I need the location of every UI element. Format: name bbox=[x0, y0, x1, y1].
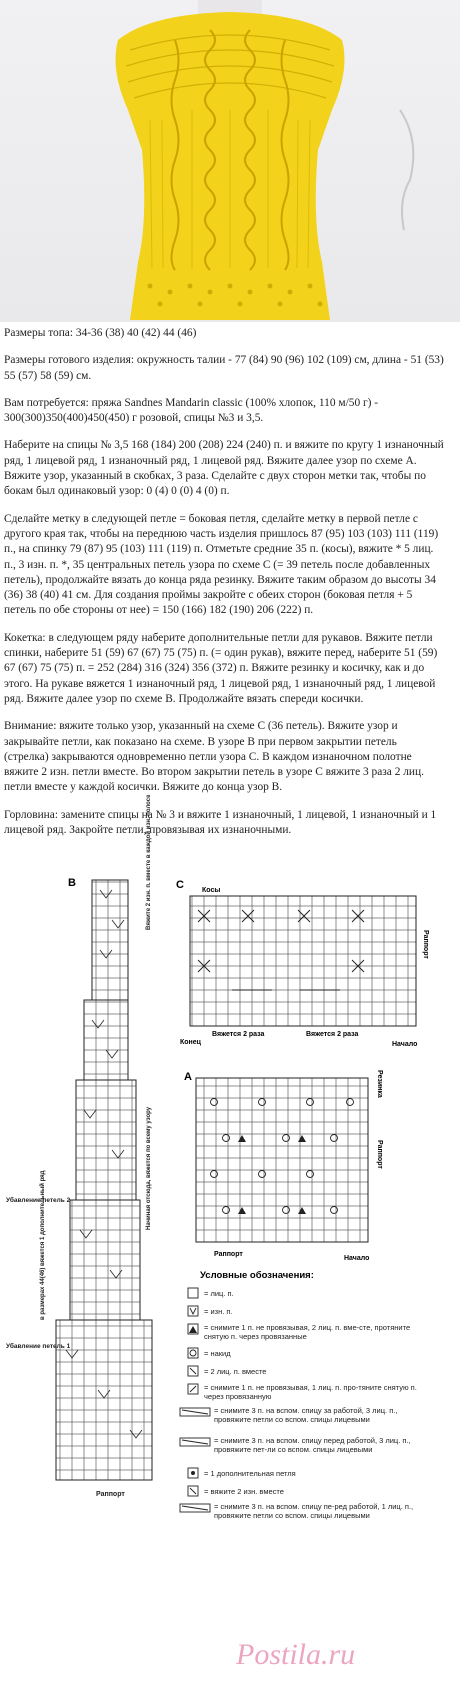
chart-b-razmery: в размерах 44(46) вяжется 1 дополнительный ряд bbox=[40, 1170, 46, 1320]
legend-item-10: = снимите 3 п. на вспом. спицу пе-ред работой, 1 лиц. п., провяжите петли со вспом. спицы лицевыми bbox=[214, 1502, 414, 1520]
cast-on-paragraph: Наберите на спицы № 3,5 168 (184) 200 (208) 224 (240) п. и вяжите по кругу 1 изнаночный ряд, 1 лицевой ряд, 1 изнаночный ряд, 1 лицевой ряд. Вяжите далее узор по схеме А. Вяжите узор, указанный в скобках, 3 раза. Сделайте с двух сторон метки так, чтобы по бокам был одинаковый узор: 0 (4) 0 (0) 4 (0) п. bbox=[4, 439, 444, 498]
chart-c-repeat1: Вяжется 2 раза bbox=[212, 1031, 265, 1038]
chart-c-konec: Конец bbox=[180, 1039, 201, 1046]
finished-size-paragraph: Размеры готового изделия: окружность талии - 77 (84) 90 (96) 102 (109) см, длина - 51 (53) 55 (57) 58 (59) см. bbox=[4, 354, 444, 382]
legend-item-2: = снимите 1 п. не провязывая, 2 лиц. п. вме-сте, протяните снятую п. через провязанные bbox=[204, 1323, 411, 1341]
chart-a-letter: A bbox=[184, 1071, 192, 1083]
legend-item-9: = вяжите 2 изн. вместе bbox=[204, 1487, 284, 1496]
chart-a-rapport-side: Раппорт bbox=[376, 1140, 383, 1169]
chart-b-letter: B bbox=[68, 877, 76, 889]
chart-b-side-mid: Начиная отсюда, вяжется по всему узору bbox=[146, 1106, 152, 1230]
legend bbox=[180, 1270, 430, 1532]
chart-c bbox=[176, 879, 429, 1048]
materials-paragraph: Вам потребуется: пряжа Sandnes Mandarin classic (100% хлопок, 110 м/50 г) - 300(300)350(400)450(450) г розовой, спицы №3 и 3,5. bbox=[4, 396, 379, 425]
legend-item-1: = изн. п. bbox=[204, 1307, 233, 1316]
chart-c-kosy: Косы bbox=[202, 887, 221, 894]
chart-c-letter: C bbox=[176, 879, 184, 891]
legend-item-7: = снимите 3 п. на вспом. спицу перед работой, 3 лиц. п., провяжите пет-ли со вспом. спицы лицевыми bbox=[214, 1436, 411, 1454]
chart-a-nachalo: Начало bbox=[344, 1255, 370, 1262]
legend-item-4: = 2 лиц. п. вместе bbox=[204, 1367, 267, 1376]
chart-a-rezinka: Резинка bbox=[376, 1070, 383, 1098]
legend-item-3: = накид bbox=[204, 1349, 231, 1358]
pattern-instructions bbox=[4, 326, 444, 850]
sizes-paragraph: Размеры топа: 34-36 (38) 40 (42) 44 (46) bbox=[4, 327, 197, 339]
yoke-paragraph: Кокетка: в следующем ряду наберите дополнительные петли для рукавов. Вяжите петли спинки, наберите 51 (59) 67 (67) 75 (75) п. (= один рукав), вяжите перед, наберите 51 (59) 67 (67) 75 (75) п. = 252 (284) 316 (324) 356 (372) п. Вяжите резинку и косичку, как и до этого. На рукаве вяжется 1 изнаночный ряд, 1 лицевой ряд, 1 изнаночный ряд, 1 лицевой ряд. Вяжите далее узор по схеме В. Продолжайте вязать спереди косички. bbox=[4, 631, 438, 705]
legend-item-6: = снимите 3 п. на вспом. спицу за работой, 3 лиц. п., провяжите петли со вспом. спицы лицевыми bbox=[214, 1406, 398, 1424]
watermark: Postila.ru bbox=[236, 1638, 356, 1671]
chart-a bbox=[184, 1070, 383, 1262]
body-paragraph: Сделайте метку в следующей петле = боковая петля, сделайте метку в первой петле с другого края так, чтобы на переднюю часть изделия пришлось 87 (95) 103 (103) 111 (119) п., на спинку 79 (87) 95 (103) 111 (119) п. Отметьте средние 35 п. (косы), вяжите * 5 лиц. п., 3 изн. п. *, 35 центральных петель узора по схеме С (= 39 петель после добавленных петель), продолжайте вязать до конца ряда резинку. Вяжите таким образом до высоты 34 (36) 38 (40) 41 см. Для создания проймы закройте с обеих сторон (боковая петля + 5 петель по обе стороны от нее) = 150 (166) 182 (190) 206 (222) п. bbox=[4, 512, 439, 617]
chart-b bbox=[6, 794, 152, 1498]
neckline-paragraph: Горловина: замените спицы на № 3 и вяжите 1 изнаночный, 1 лицевой, 1 изнаночный и 1 лицевой ряд. Закройте петли, провязывая их изнаночными. bbox=[4, 808, 437, 837]
sweater-photo bbox=[0, 0, 460, 322]
chart-c-nachalo: Начало bbox=[392, 1041, 418, 1048]
legend-item-8: = 1 дополнительная петля bbox=[204, 1469, 296, 1478]
chart-c-repeat2: Вяжется 2 раза bbox=[306, 1031, 359, 1038]
chart-b-side-top: Вяжите 2 изн. п. вместе в каждой изн. полосе bbox=[146, 794, 152, 930]
legend-item-0: = лиц. п. bbox=[204, 1289, 234, 1298]
chart-b-ubavl2: Убавление петель 2 bbox=[6, 1197, 71, 1204]
chart-c-rapport: Раппорт bbox=[422, 930, 429, 959]
legend-item-5: = снимите 1 п. не провязывая, 1 лиц. п. про-тяните снятую п. через провязанную bbox=[204, 1383, 417, 1401]
chart-a-rapport-bottom: Раппорт bbox=[214, 1251, 243, 1258]
attention-paragraph: Внимание: вяжите только узор, указанный на схеме С (36 петель). Вяжите узор и закрывайте петли, как показано на схеме. В узоре В при первом закрытии петель (стрелка) закрываются одновременно петли узора С. В каждом изнаночном полотне вяжите 2 изн. петли вместе. Во втором закрытии петель в узоре С вяжите 3 раза 2 лиц. петли вместе у каждой косички. Вяжите до конца узор В. bbox=[4, 720, 424, 794]
chart-b-ubavl1: Убавление петель 1 bbox=[6, 1343, 71, 1350]
legend-title: Условные обозначения: bbox=[200, 1270, 314, 1281]
chart-b-rapport: Раппорт bbox=[96, 1491, 125, 1498]
